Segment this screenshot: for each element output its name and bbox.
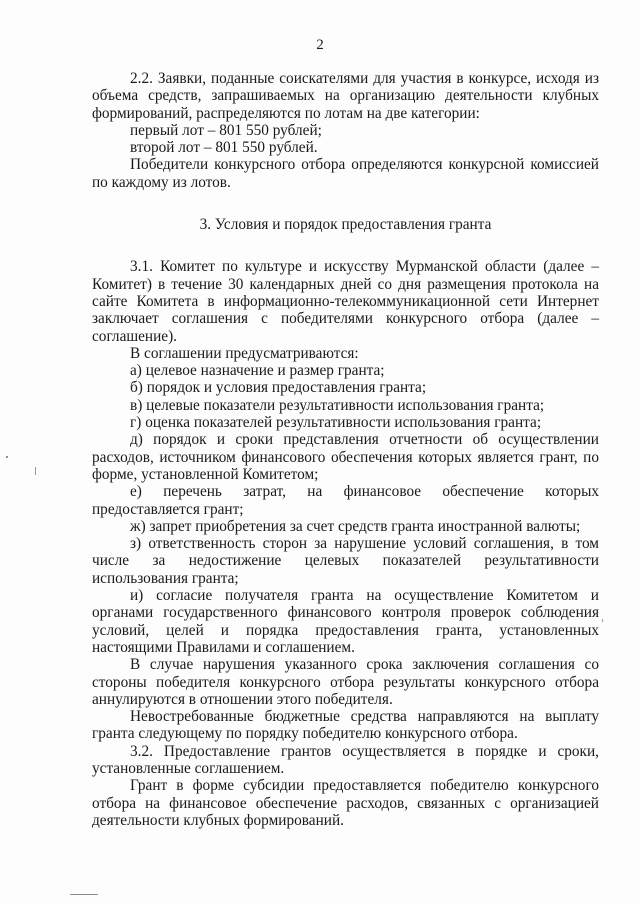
scan-speck-left — [6, 456, 8, 458]
list-item-d: д) порядок и сроки представления отчетности об осуществлении расходов, источником финансового обеспечения которых является грант, по форме, установленной Комитетом; — [92, 431, 599, 483]
section-3-heading: 3. Условия и порядок предоставления гранта — [199, 216, 492, 234]
paragraph-winners: Победители конкурсного отбора определяются конкурсной комиссией по каждому из лотов. — [92, 156, 599, 191]
paragraph-3-1: 3.1. Комитет по культуре и искусству Мурманской области (далее – Комитет) в течение 30 календарных дней со дня размещения протокола на сайте Комитета в информационно-телекоммуникационной сети Интернет заключает соглашения с победителями конкурсного отбора (далее – соглашение). — [92, 258, 599, 345]
list-item-i: и) согласие получателя гранта на осуществление Комитетом и органами государственного финансового контроля проверок соблюдения условий, целей и порядка предоставления гранта, установленных настоящими Правилами и соглашением. — [92, 587, 599, 656]
paragraph-subsidy: Грант в форме субсидии предоставляется победителю конкурсного отбора на финансовое обеспечение расходов, связанных с организацией деятельности клубных формирований. — [92, 777, 599, 829]
list-item-e: е) перечень затрат, на финансовое обеспечение которых предоставляется грант; — [92, 483, 599, 518]
scan-mark-right — [602, 619, 603, 622]
page-number: 2 — [316, 37, 324, 53]
paragraph-3-2: 3.2. Предоставление грантов осуществляется в порядке и сроки, установленные соглашением. — [92, 742, 599, 777]
agreement-intro: В соглашении предусматриваются: — [130, 344, 359, 362]
list-item-g: г) оценка показателей результативности использования гранта; — [130, 414, 542, 432]
paragraph-violation: В случае нарушения указанного срока заключения соглашения со стороны победителя конкурсного отбора результаты конкурсного отбора аннулируются в отношении этого победителя. — [92, 656, 599, 708]
paragraph-unclaimed-funds: Невостребованные бюджетные средства направляются на выплату гранта следующему по порядку победителю конкурсного отбора. — [92, 708, 599, 743]
list-item-zh: ж) запрет приобретения за счет средств гранта иностранной валюты; — [130, 517, 581, 535]
list-item-a: а) целевое назначение и размер гранта; — [130, 362, 385, 380]
list-item-b: б) порядок и условия предоставления гранта; — [130, 379, 427, 397]
list-item-v: в) целевые показатели результативности использования гранта; — [130, 396, 545, 414]
scan-line-bottom — [70, 894, 98, 895]
paragraph-2-2: 2.2. Заявки, поданные соискателями для участия в конкурсе, исходя из объема средств, запрашиваемых на организацию деятельности клубных формирований, распределяются по лотам на две категории: — [92, 70, 599, 122]
lot-1-line: первый лот – 801 550 рублей; — [130, 121, 322, 139]
document-body — [92, 70, 599, 829]
scan-mark-left — [35, 467, 36, 475]
lot-2-line: второй лот – 801 550 рублей. — [130, 139, 318, 157]
list-item-z: з) ответственность сторон за нарушение условий соглашения, в том числе за недостижение целевых показателей результативности использования гранта; — [92, 535, 599, 587]
